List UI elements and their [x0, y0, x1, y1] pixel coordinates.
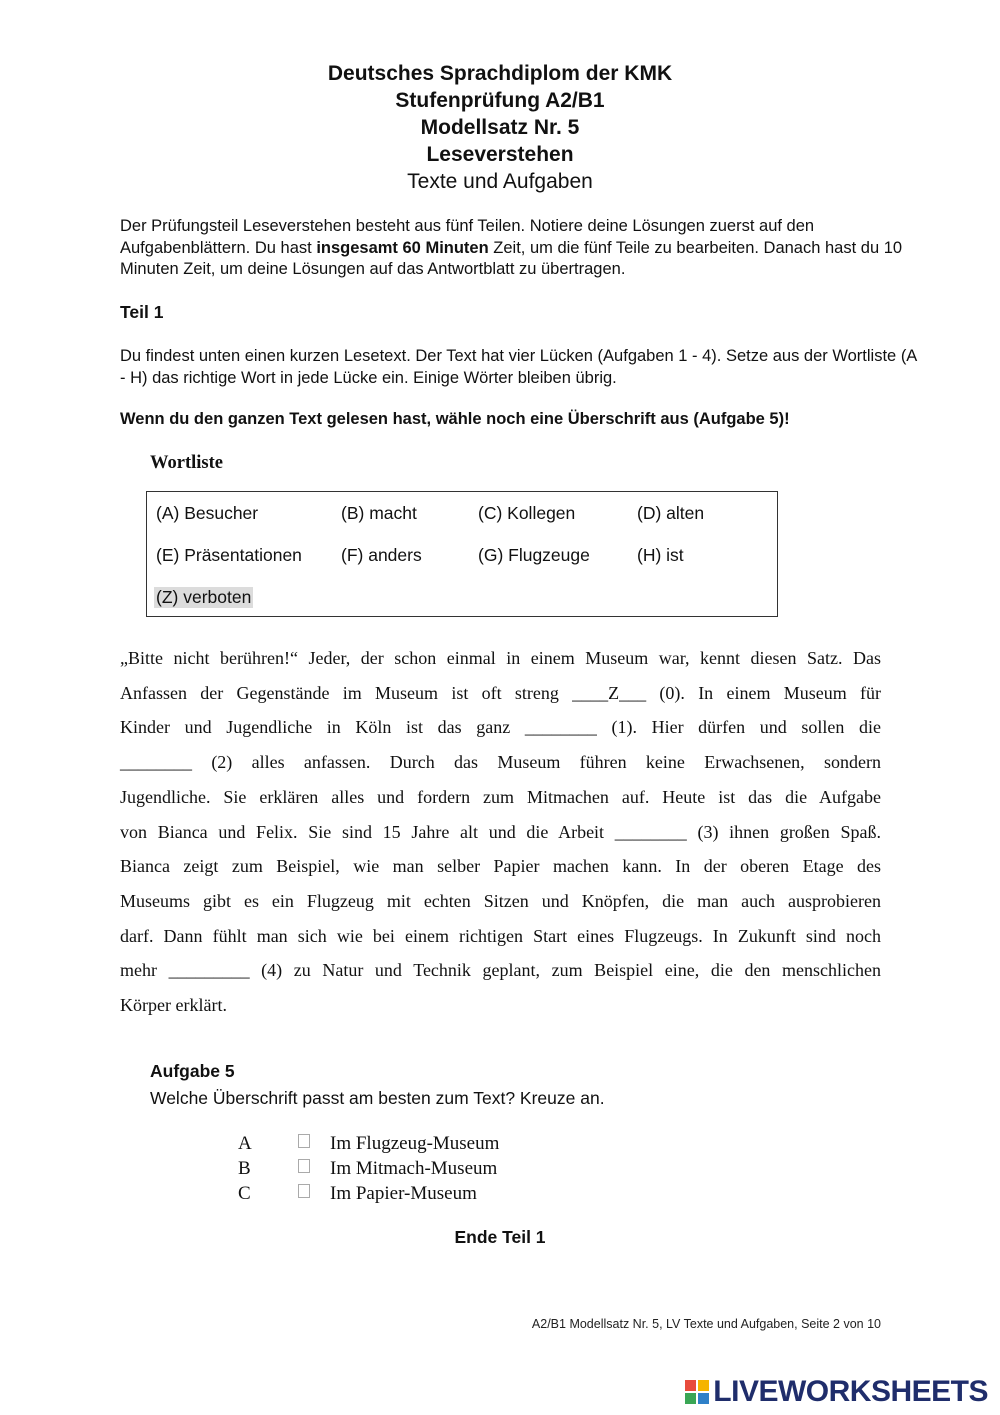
reading-line: mehr _________ (4) zu Natur und Technik geplant, zum Beispiel eine, die den menschlichen	[120, 960, 881, 981]
task-instruction: Wenn du den ganzen Text gelesen hast, wähle noch eine Überschrift aus (Aufgabe 5)!	[120, 410, 790, 428]
logo-cubes-icon	[685, 1380, 709, 1404]
intro-bold: insgesamt 60 Minuten	[316, 238, 489, 257]
word-d: (D) alten	[637, 503, 705, 523]
header-level: Stufenprüfung A2/B1	[395, 89, 605, 112]
option-c	[238, 1183, 477, 1205]
wortliste-box	[146, 491, 778, 617]
intro-paragraph	[120, 216, 910, 281]
option-b	[238, 1158, 497, 1180]
option-a	[238, 1133, 499, 1155]
logo-text: LIVEWORKSHEETS	[713, 1375, 988, 1408]
reading-line: darf. Dann fühlt man sich wie bei einem richtigen Start eines Flugzeugs. In Zukunft sind noch	[120, 925, 881, 946]
reading-line: Jugendliche. Sie erklären alles und fordern zum Mitmachen auf. Heute ist das die Aufgabe	[120, 786, 881, 807]
ende-teil: Ende Teil 1	[454, 1227, 546, 1247]
header-subtitle: Texte und Aufgaben	[407, 170, 593, 193]
reading-line: „Bitte nicht berühren!“ Jeder, der schon einmal in einem Museum war, kennt diesen Satz. Das	[120, 648, 881, 668]
reading-line: von Bianca und Felix. Sie sind 15 Jahre alt und die Arbeit ________ (3) ihnen großen Spaß.	[120, 821, 881, 842]
word-b: (B) macht	[341, 503, 417, 523]
word-a: (A) Besucher	[156, 503, 259, 523]
header-title: Deutsches Sprachdiplom der KMK	[327, 62, 673, 85]
logo-cube	[685, 1380, 696, 1391]
option-text: Im Mitmach-Museum	[330, 1158, 498, 1179]
option-letter: B	[238, 1158, 251, 1179]
option-text: Im Flugzeug-Museum	[330, 1133, 500, 1154]
checkbox-option-a[interactable]	[298, 1134, 310, 1148]
reading-line: Anfassen der Gegenstände im Museum ist oft streng ____Z___ (0). In einem Museum für	[120, 682, 881, 703]
document-header	[0, 60, 1000, 195]
word-e: (E) Präsentationen	[156, 545, 302, 565]
option-letter: A	[238, 1133, 252, 1154]
logo-cube	[698, 1380, 709, 1391]
logo-cube	[685, 1393, 696, 1404]
intro-text-1: Der Prüfungsteil Leseverstehen besteht aus fünf Teilen. Notiere deine Lösungen zuerst auf den Aufgabenblättern. Du hast	[120, 217, 815, 257]
reading-line: Bianca zeigt zum Beispiel, wie man selber Papier machen kann. In der oberen Etage des	[120, 856, 881, 877]
reading-text	[120, 641, 881, 1023]
aufgabe5-question: Welche Überschrift passt am besten zum Text? Kreuze an.	[150, 1088, 605, 1108]
reading-line: Kinder und Jugendliche in Köln ist das ganz ________ (1). Hier dürfen und sollen die	[120, 717, 881, 738]
word-g: (G) Flugzeuge	[478, 545, 590, 565]
wortliste-title: Wortliste	[150, 453, 223, 473]
header-section: Leseverstehen	[426, 143, 574, 166]
reading-line: Körper erklärt.	[120, 995, 227, 1016]
checkbox-option-b[interactable]	[298, 1159, 310, 1173]
word-f: (F) anders	[341, 545, 422, 565]
task-description: Du findest unten einen kurzen Lesetext. Der Text hat vier Lücken (Aufgaben 1 - 4). Setze aus der Wortliste (A - H) das richtige Wort in jede Lücke ein. Einige Wörter bleiben übrig.	[120, 347, 917, 387]
aufgabe5-title: Aufgabe 5	[150, 1061, 235, 1081]
checkbox-option-c[interactable]	[298, 1184, 310, 1198]
intro-text-2: Zeit, um die fünf Teile zu bearbeiten. Danach hast du 10 Minuten Zeit, um deine Lösungen auf das Antwortblatt zu übertragen.	[120, 238, 903, 278]
word-h: (H) ist	[637, 545, 684, 565]
reading-line: Museums gibt es ein Flugzeug mit echten Sitzen und Knöpfen, die man auch ausprobieren	[120, 890, 881, 911]
word-z-example: (Z) verboten	[156, 587, 252, 607]
word-c: (C) Kollegen	[478, 503, 576, 523]
reading-line: ________ (2) alles anfassen. Durch das Museum führen keine Erwachsenen, sondern	[120, 752, 881, 773]
option-text: Im Papier-Museum	[330, 1183, 477, 1204]
page-footer: A2/B1 Modellsatz Nr. 5, LV Texte und Aufgaben, Seite 2 von 10	[531, 1317, 881, 1331]
logo-cube	[698, 1393, 709, 1404]
teil-heading: Teil 1	[120, 302, 164, 322]
option-letter: C	[238, 1183, 251, 1204]
liveworksheets-logo	[685, 1372, 988, 1412]
header-model: Modellsatz Nr. 5	[420, 116, 580, 139]
